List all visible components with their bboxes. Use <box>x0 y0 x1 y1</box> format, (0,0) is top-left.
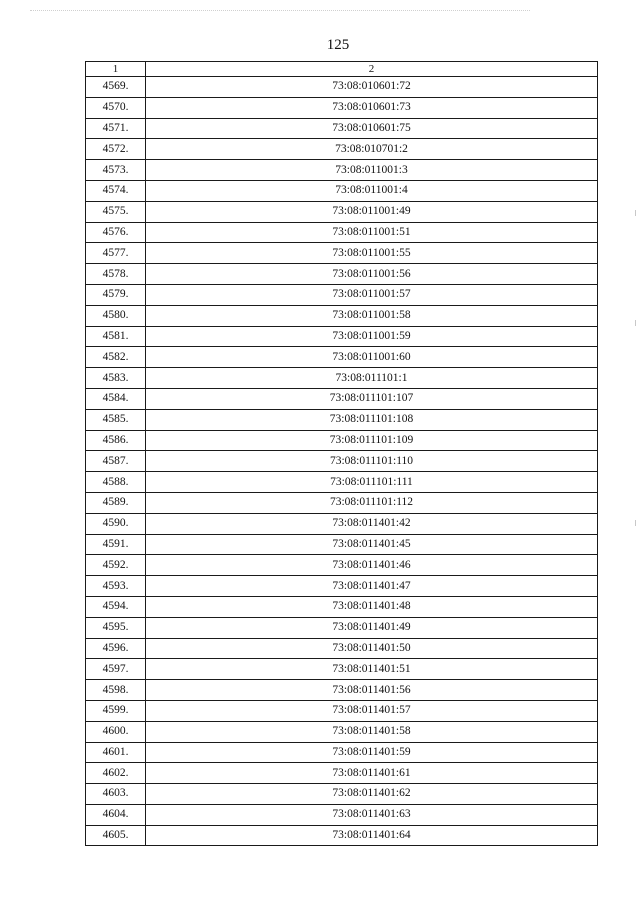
row-number-cell: 4594. <box>86 596 146 617</box>
table-row <box>86 534 598 555</box>
table-row <box>86 368 598 389</box>
cadastral-number-cell: 73:08:011001:59 <box>146 326 598 347</box>
cadastral-number-cell: 73:08:011001:55 <box>146 243 598 264</box>
row-number-cell: 4584. <box>86 388 146 409</box>
row-number-cell: 4601. <box>86 742 146 763</box>
cadastral-number-cell: 73:08:011401:62 <box>146 784 598 805</box>
table-row <box>86 409 598 430</box>
column-header-cadastral-number: 2 <box>146 62 598 77</box>
row-number-cell: 4589. <box>86 492 146 513</box>
row-number-cell: 4605. <box>86 825 146 846</box>
scan-edge-mark <box>635 320 636 326</box>
row-number-cell: 4571. <box>86 118 146 139</box>
row-number-cell: 4570. <box>86 97 146 118</box>
table-row <box>86 222 598 243</box>
row-number-cell: 4581. <box>86 326 146 347</box>
row-number-cell: 4593. <box>86 576 146 597</box>
table-row <box>86 472 598 493</box>
row-number-cell: 4582. <box>86 347 146 368</box>
table-row <box>86 492 598 513</box>
row-number-cell: 4587. <box>86 451 146 472</box>
table-row <box>86 742 598 763</box>
table-row <box>86 160 598 181</box>
cadastral-number-cell: 73:08:010601:75 <box>146 118 598 139</box>
cadastral-number-cell: 73:08:011401:63 <box>146 804 598 825</box>
cadastral-number-cell: 73:08:011001:58 <box>146 305 598 326</box>
cadastral-number-cell: 73:08:011001:56 <box>146 264 598 285</box>
table-row <box>86 596 598 617</box>
table-row <box>86 804 598 825</box>
table-row <box>86 659 598 680</box>
table-row <box>86 118 598 139</box>
table-row <box>86 825 598 846</box>
row-number-cell: 4598. <box>86 680 146 701</box>
scan-artifact-line <box>30 10 530 13</box>
row-number-cell: 4585. <box>86 409 146 430</box>
table-row <box>86 700 598 721</box>
row-number-cell: 4599. <box>86 700 146 721</box>
cadastral-number-cell: 73:08:011401:46 <box>146 555 598 576</box>
table-row <box>86 388 598 409</box>
table-row <box>86 264 598 285</box>
table-row <box>86 721 598 742</box>
cadastral-number-cell: 73:08:011401:56 <box>146 680 598 701</box>
row-number-cell: 4576. <box>86 222 146 243</box>
table-row <box>86 326 598 347</box>
cadastral-number-table <box>85 61 598 846</box>
cadastral-number-cell: 73:08:011001:51 <box>146 222 598 243</box>
row-number-cell: 4588. <box>86 472 146 493</box>
row-number-cell: 4580. <box>86 305 146 326</box>
table-row <box>86 139 598 160</box>
cadastral-number-cell: 73:08:011401:45 <box>146 534 598 555</box>
cadastral-number-cell: 73:08:011401:59 <box>146 742 598 763</box>
cadastral-number-cell: 73:08:011101:107 <box>146 388 598 409</box>
row-number-cell: 4597. <box>86 659 146 680</box>
row-number-cell: 4575. <box>86 201 146 222</box>
table-row <box>86 77 598 98</box>
cadastral-number-cell: 73:08:011001:60 <box>146 347 598 368</box>
table-row <box>86 680 598 701</box>
page-number: 125 <box>326 37 350 53</box>
cadastral-number-cell: 73:08:011001:4 <box>146 180 598 201</box>
row-number-cell: 4573. <box>86 160 146 181</box>
cadastral-number-cell: 73:08:010701:2 <box>146 139 598 160</box>
row-number-cell: 4578. <box>86 264 146 285</box>
table-row <box>86 347 598 368</box>
row-number-cell: 4600. <box>86 721 146 742</box>
cadastral-number-cell: 73:08:011101:112 <box>146 492 598 513</box>
row-number-cell: 4569. <box>86 77 146 98</box>
column-header-index: 1 <box>86 62 146 77</box>
cadastral-number-cell: 73:08:011001:49 <box>146 201 598 222</box>
row-number-cell: 4577. <box>86 243 146 264</box>
cadastral-number-cell: 73:08:011401:48 <box>146 596 598 617</box>
cadastral-number-cell: 73:08:011401:42 <box>146 513 598 534</box>
table-row <box>86 784 598 805</box>
scan-edge-mark <box>635 520 636 526</box>
row-number-cell: 4604. <box>86 804 146 825</box>
table-row <box>86 180 598 201</box>
table-row <box>86 451 598 472</box>
cadastral-number-cell: 73:08:011101:1 <box>146 368 598 389</box>
row-number-cell: 4590. <box>86 513 146 534</box>
row-number-cell: 4591. <box>86 534 146 555</box>
table-row <box>86 513 598 534</box>
table-row <box>86 243 598 264</box>
cadastral-number-cell: 73:08:011401:58 <box>146 721 598 742</box>
scan-edge-mark <box>635 210 636 216</box>
row-number-cell: 4603. <box>86 784 146 805</box>
table-header-row <box>86 62 598 77</box>
table-row <box>86 284 598 305</box>
row-number-cell: 4574. <box>86 180 146 201</box>
table-body <box>86 77 598 846</box>
row-number-cell: 4579. <box>86 284 146 305</box>
cadastral-number-cell: 73:08:011401:51 <box>146 659 598 680</box>
cadastral-number-cell: 73:08:011401:47 <box>146 576 598 597</box>
cadastral-number-cell: 73:08:011101:108 <box>146 409 598 430</box>
cadastral-number-cell: 73:08:011101:110 <box>146 451 598 472</box>
row-number-cell: 4602. <box>86 763 146 784</box>
cadastral-number-cell: 73:08:011401:57 <box>146 700 598 721</box>
table-row <box>86 555 598 576</box>
row-number-cell: 4572. <box>86 139 146 160</box>
cadastral-number-cell: 73:08:011101:109 <box>146 430 598 451</box>
cadastral-number-cell: 73:08:011401:64 <box>146 825 598 846</box>
table-row <box>86 617 598 638</box>
row-number-cell: 4595. <box>86 617 146 638</box>
table-row <box>86 97 598 118</box>
row-number-cell: 4596. <box>86 638 146 659</box>
cadastral-number-cell: 73:08:011001:3 <box>146 160 598 181</box>
row-number-cell: 4586. <box>86 430 146 451</box>
cadastral-number-cell: 73:08:011401:50 <box>146 638 598 659</box>
table-row <box>86 305 598 326</box>
cadastral-number-cell: 73:08:011401:61 <box>146 763 598 784</box>
table-row <box>86 638 598 659</box>
row-number-cell: 4592. <box>86 555 146 576</box>
table-row <box>86 430 598 451</box>
table-row <box>86 576 598 597</box>
cadastral-number-cell: 73:08:011101:111 <box>146 472 598 493</box>
cadastral-number-cell: 73:08:011401:49 <box>146 617 598 638</box>
cadastral-number-cell: 73:08:010601:72 <box>146 77 598 98</box>
cadastral-number-cell: 73:08:011001:57 <box>146 284 598 305</box>
row-number-cell: 4583. <box>86 368 146 389</box>
cadastral-number-cell: 73:08:010601:73 <box>146 97 598 118</box>
table-row <box>86 201 598 222</box>
table-row <box>86 763 598 784</box>
